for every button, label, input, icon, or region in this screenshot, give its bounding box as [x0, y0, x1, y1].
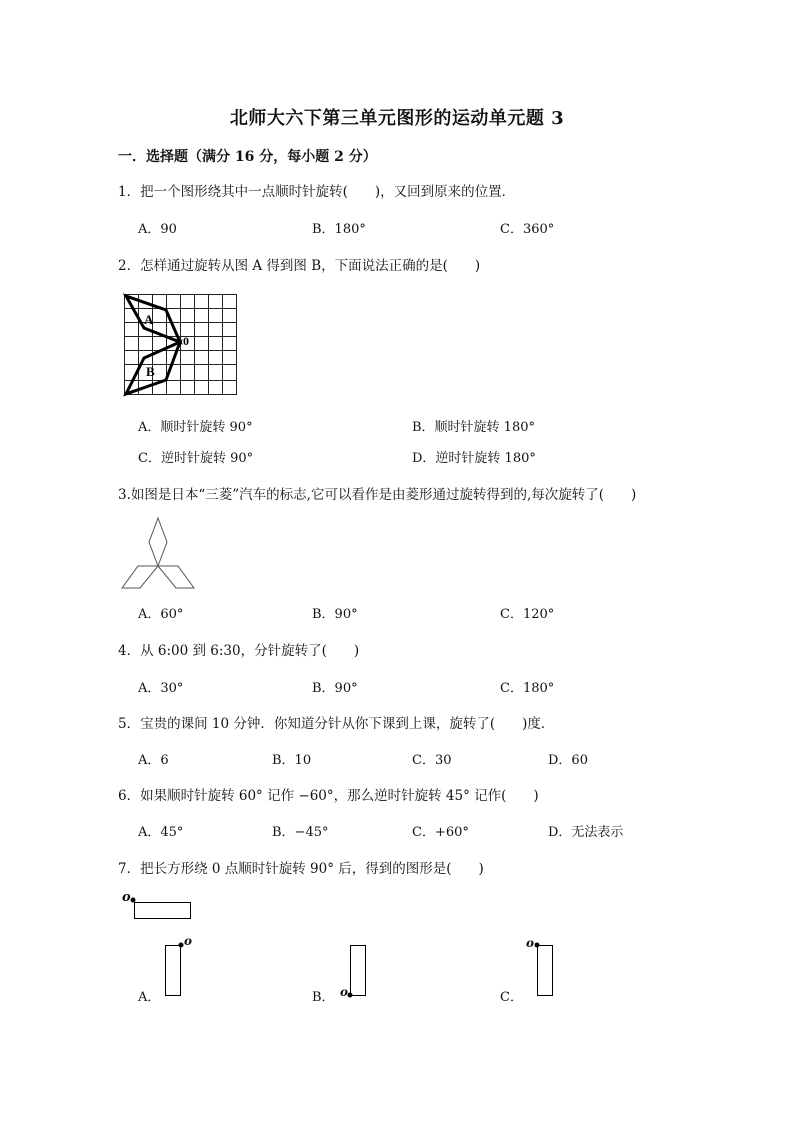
q2-grid-figure [124, 294, 239, 396]
rhombus-left [122, 566, 158, 588]
q2-option-b[interactable]: B．顺时针旋转 180° [412, 420, 535, 435]
q2-option-a[interactable]: A．顺时针旋转 90° [138, 420, 253, 435]
q7-option-b-rectangle [350, 945, 366, 996]
q2-option-c[interactable]: C．逆时针旋转 90° [138, 451, 254, 466]
q7-option-a-point-label: o [184, 934, 193, 948]
label-a: A [144, 312, 154, 327]
question-5-stem: 5．宝贵的课间 10 分钟．你知道分针从你下课到上课，旋转了( )度． [118, 716, 555, 732]
question-2-stem: 2．怎样通过旋转从图 A 得到图 B，下面说法正确的是( ) [118, 258, 481, 274]
q4-option-a[interactable]: A．30° [138, 681, 184, 696]
q7-original-rectangle [134, 902, 191, 919]
label-o: 0 [183, 334, 189, 348]
q7-original-point-label: o [122, 890, 131, 905]
q7-option-c-point-label: o [526, 936, 535, 950]
mitsubishi-logo-figure [120, 516, 196, 592]
q6-option-c[interactable]: C．+60° [412, 825, 469, 840]
q4-option-b[interactable]: B．90° [312, 681, 358, 696]
q2-option-d[interactable]: D．逆时针旋转 180° [412, 451, 536, 466]
q5-option-b[interactable]: B．10 [272, 753, 312, 768]
rhombus-top [149, 518, 167, 566]
q5-option-d[interactable]: D．60 [548, 753, 588, 768]
question-4-stem: 4．从 6:00 到 6:30，分针旋转了( ) [118, 643, 360, 659]
question-7-stem: 7．把长方形绕 0 点顺时针旋转 90° 后，得到的图形是( ) [118, 861, 484, 877]
q7-option-b-pivot-dot [348, 993, 353, 998]
page-title: 北师大六下第三单元图形的运动单元题 3 [229, 108, 565, 129]
q7-option-a-rectangle [165, 945, 181, 996]
q1-option-a[interactable]: A．90 [138, 222, 177, 237]
q3-option-c[interactable]: C．120° [500, 607, 555, 622]
q5-option-a[interactable]: A．6 [138, 753, 169, 768]
label-b: B [146, 364, 155, 379]
q6-option-d[interactable]: D．无法表示 [548, 825, 624, 840]
q3-option-b[interactable]: B．90° [312, 607, 358, 622]
q7-option-b[interactable]: B． [312, 990, 335, 1005]
question-6-stem: 6．如果顺时针旋转 60° 记作 −60°，那么逆时针旋转 45° 记作( ) [118, 788, 539, 804]
q4-option-c[interactable]: C．180° [500, 681, 555, 696]
question-3-stem: 3.如图是日本“三菱”汽车的标志,它可以看作是由菱形通过旋转得到的,每次旋转了( ) [118, 487, 637, 503]
question-1-stem: 1．把一个图形绕其中一点顺时针旋转( )，又回到原来的位置． [118, 184, 516, 200]
q5-option-c[interactable]: C．30 [412, 753, 452, 768]
q7-option-c-pivot-dot [535, 943, 540, 948]
q7-option-a-pivot-dot [179, 943, 184, 948]
q6-option-b[interactable]: B．−45° [272, 825, 329, 840]
q7-option-c[interactable]: C． [500, 990, 523, 1005]
q1-option-c[interactable]: C．360° [500, 222, 555, 237]
q7-option-c-rectangle [537, 945, 553, 996]
q1-option-b[interactable]: B．180° [312, 222, 366, 237]
rhombus-right [158, 566, 194, 588]
q7-option-a[interactable]: A． [138, 990, 161, 1005]
q3-option-a[interactable]: A．60° [138, 607, 184, 622]
q7-option-b-point-label: o [340, 985, 349, 999]
section-heading: 一．选择题（满分 16 分，每小题 2 分） [118, 149, 377, 165]
q6-option-a[interactable]: A．45° [138, 825, 184, 840]
